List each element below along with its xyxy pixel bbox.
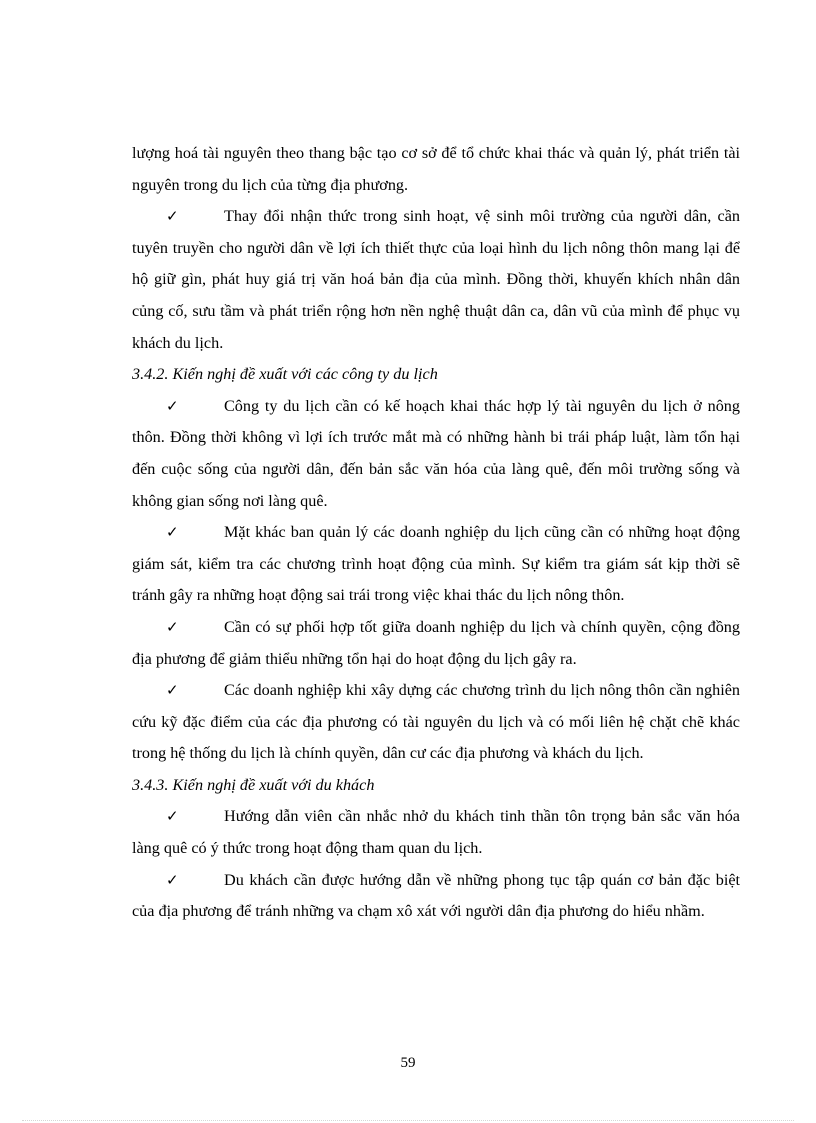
- checkmark-icon: ✓: [166, 207, 179, 226]
- section-heading-3-4-3: 3.4.3. Kiến nghị đề xuất với du khách: [132, 775, 375, 794]
- paragraph-text: lượng hoá tài nguyên theo thang bậc tạo cơ sở để tổ chức khai thác và quản lý, phát triển tài nguyên trong du lịch của từng địa phương.: [132, 144, 740, 194]
- paragraph-text: Các doanh nghiệp khi xây dựng các chương trình du lịch nông thôn cần nghiên cứu kỹ đặc điểm của các địa phương có tài nguyên du lịch và có mối liên hệ chặt chẽ khác trong hệ thống du lịch là chính quyền, dân cư các địa phương và khách du lịch.: [132, 681, 740, 763]
- bullet-paragraph: [132, 391, 740, 517]
- bullet-paragraph: [132, 801, 740, 864]
- page-bottom-divider: [22, 1120, 794, 1121]
- bullet-paragraph: [132, 517, 740, 612]
- paragraph-continued: [132, 138, 740, 201]
- bullet-paragraph: [132, 612, 740, 675]
- checkmark-icon: ✓: [166, 523, 179, 542]
- paragraph-text: Du khách cần được hướng dẫn về những phong tục tập quán cơ bản đặc biệt của địa phương để tránh những va chạm xô xát với người dân địa phương do hiểu nhầm.: [132, 870, 740, 921]
- document-body: [132, 138, 740, 928]
- checkmark-icon: ✓: [166, 396, 179, 415]
- checkmark-icon: ✓: [166, 807, 179, 826]
- paragraph-text: Hướng dẫn viên cần nhắc nhở du khách tinh thần tôn trọng bản sắc văn hóa làng quê có ý thức trong hoạt động tham quan du lịch.: [132, 807, 740, 858]
- bullet-paragraph: [132, 865, 740, 928]
- page-number: 59: [400, 1055, 416, 1071]
- section-heading-3-4-2: 3.4.2. Kiến nghị đề xuất với các công ty du lịch: [132, 365, 438, 384]
- bullet-paragraph: [132, 201, 740, 359]
- paragraph-text: Cần có sự phối hợp tốt giữa doanh nghiệp du lịch và chính quyền, cộng đồng địa phương để giảm thiểu những tổn hại do hoạt động du lịch gây ra.: [132, 617, 740, 668]
- checkmark-icon: ✓: [166, 681, 179, 700]
- paragraph-text: Thay đổi nhận thức trong sinh hoạt, vệ sinh môi trường của người dân, cần tuyên truyền cho người dân về lợi ích thiết thực của loại hình du lịch nông thôn mang lại để hộ giữ gìn, phát huy giá trị văn hoá bản địa của mình. Đồng thời, khuyến khích nhân dân củng cố, sưu tầm và phát triển rộng hơn nền nghệ thuật dân ca, dân vũ của mình để phục vụ khách du lịch.: [132, 207, 740, 352]
- checkmark-icon: ✓: [166, 617, 179, 636]
- paragraph-text: Mặt khác ban quản lý các doanh nghiệp du lịch cũng cần có những hoạt động giám sát, kiểm tra các chương trình hoạt động của mình. Sự kiểm tra giám sát kịp thời sẽ tránh gây ra những hoạt động sai trái trong việc khai thác du lịch nông thôn.: [132, 523, 740, 605]
- bullet-paragraph: [132, 675, 740, 770]
- checkmark-icon: ✓: [166, 870, 179, 889]
- paragraph-text: Công ty du lịch cần có kế hoạch khai thác hợp lý tài nguyên du lịch ở nông thôn. Đồng thời không vì lợi ích trước mắt mà có những hành bi trái pháp luật, làm tổn hại đến cuộc sống của người dân, đến bản sắc văn hóa của làng quê, đến môi trường sống và không gian sống nơi làng quê.: [132, 396, 740, 510]
